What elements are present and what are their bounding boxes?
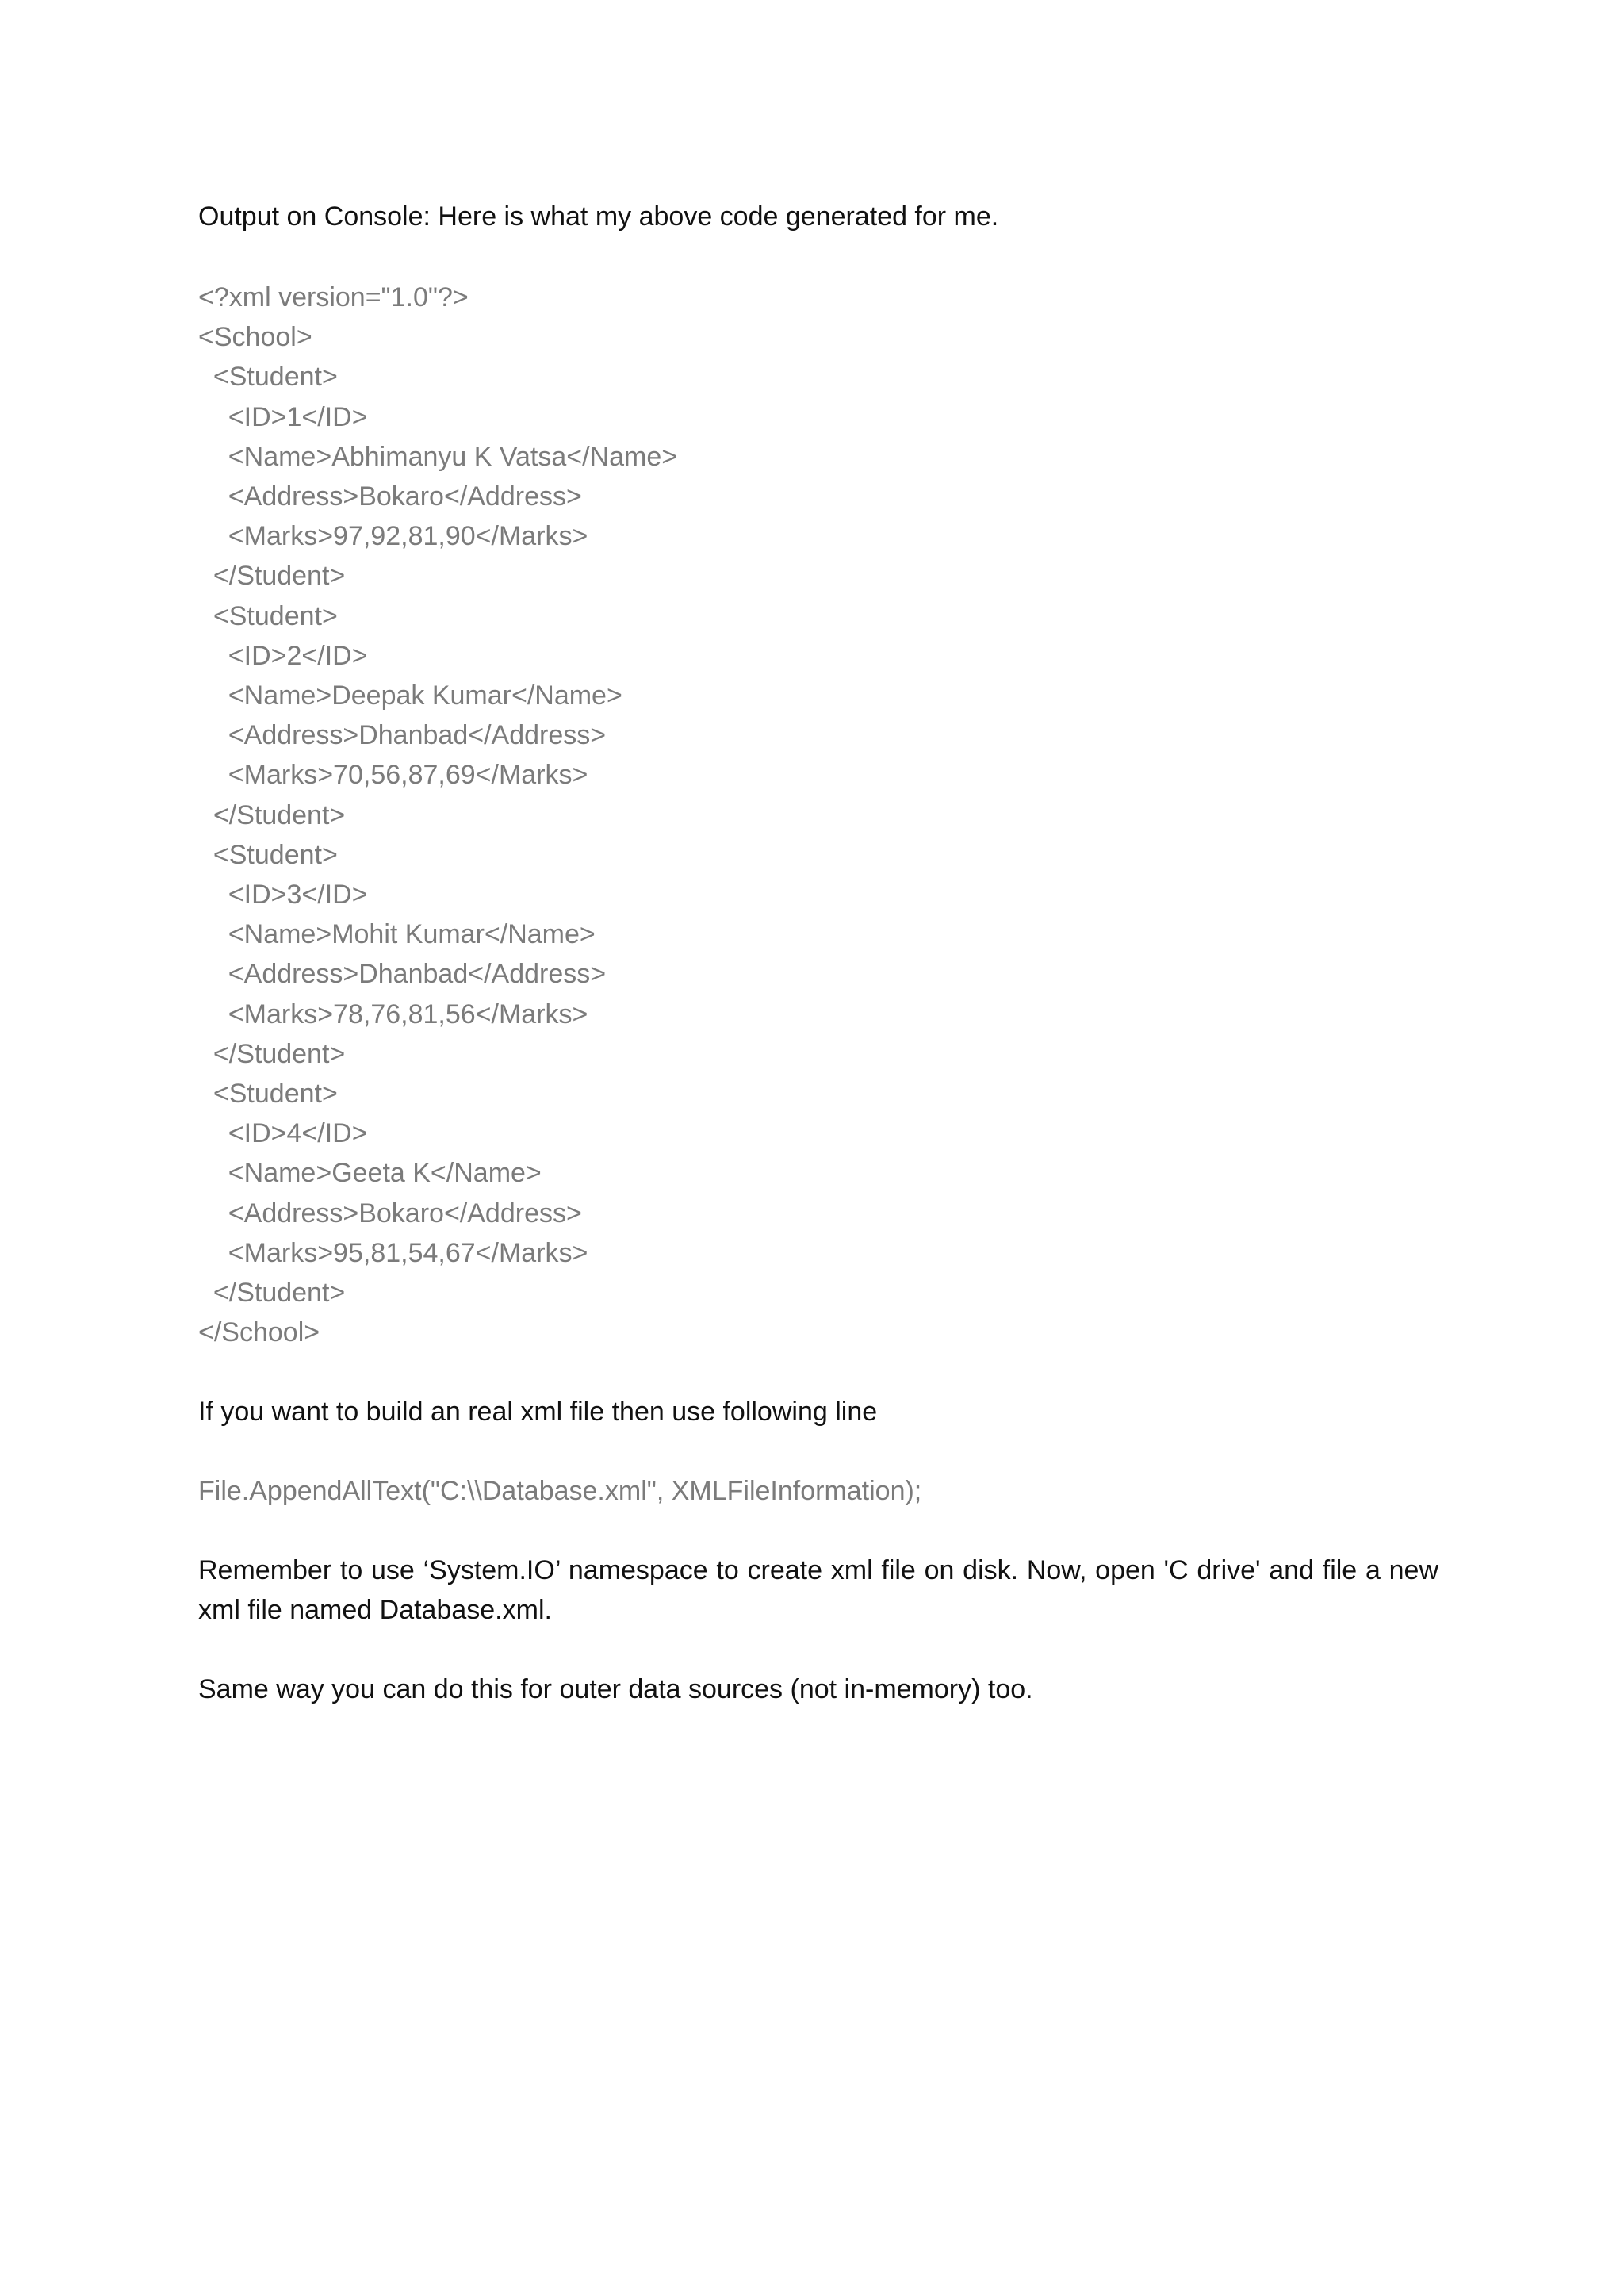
xml-line: <Name>Mohit Kumar</Name> [198, 919, 596, 950]
xml-line: <ID>1</ID> [198, 401, 368, 432]
xml-line: <ID>3</ID> [198, 880, 368, 910]
remember-paragraph: Remember to use ‘System.IO’ namespace to create xml file on disk. Now, open 'C drive' and file a new xml file named Database.xml. [198, 1555, 1446, 1626]
xml-line: <Address>Bokaro</Address> [198, 481, 582, 512]
intro-paragraph: Output on Console: Here is what my above code generated for me. [198, 201, 999, 232]
spacer [198, 1352, 1438, 1392]
spacer [198, 1630, 1438, 1669]
xml-line: <Address>Bokaro</Address> [198, 1198, 582, 1228]
closing-paragraph: Same way you can do this for outer data sources (not in-memory) too. [198, 1674, 1033, 1705]
xml-line: <Marks>70,56,87,69</Marks> [198, 760, 588, 791]
spacer [198, 1432, 1438, 1471]
xml-line: <Student> [198, 839, 338, 870]
xml-line: <?xml version="1.0"?> [198, 282, 469, 312]
xml-line: <Address>Dhanbad</Address> [198, 720, 607, 751]
xml-line: <Marks>97,92,81,90</Marks> [198, 521, 588, 552]
xml-line: <Student> [198, 600, 338, 631]
xml-line: <Student> [198, 362, 338, 393]
xml-line: <Marks>78,76,81,56</Marks> [198, 999, 588, 1029]
xml-line: <ID>2</ID> [198, 640, 368, 671]
xml-line: <Name>Abhimanyu K Vatsa</Name> [198, 441, 678, 472]
spacer [198, 236, 1438, 278]
xml-line: <Name>Geeta K</Name> [198, 1158, 542, 1189]
xml-line: </Student> [198, 1278, 346, 1309]
xml-line: <ID>4</ID> [198, 1118, 368, 1149]
xml-line: <Student> [198, 1079, 338, 1110]
append-code-line: File.AppendAllText("C:\\Database.xml", XMLFileInformation); [198, 1476, 922, 1507]
xml-line: <School> [198, 322, 312, 353]
xml-line: </Student> [198, 1038, 346, 1069]
xml-line: </Student> [198, 561, 346, 592]
spacer [198, 1511, 1438, 1550]
document-body [198, 197, 1446, 1709]
xml-line: <Address>Dhanbad</Address> [198, 959, 607, 990]
xml-line: </Student> [198, 799, 346, 830]
xml-line: </School> [198, 1317, 320, 1348]
xml-output-block [198, 278, 1438, 1352]
xml-line: <Name>Deepak Kumar</Name> [198, 680, 622, 711]
xml-line: <Marks>95,81,54,67</Marks> [198, 1237, 588, 1268]
real-file-intro: If you want to build an real xml file then use following line [198, 1397, 878, 1428]
